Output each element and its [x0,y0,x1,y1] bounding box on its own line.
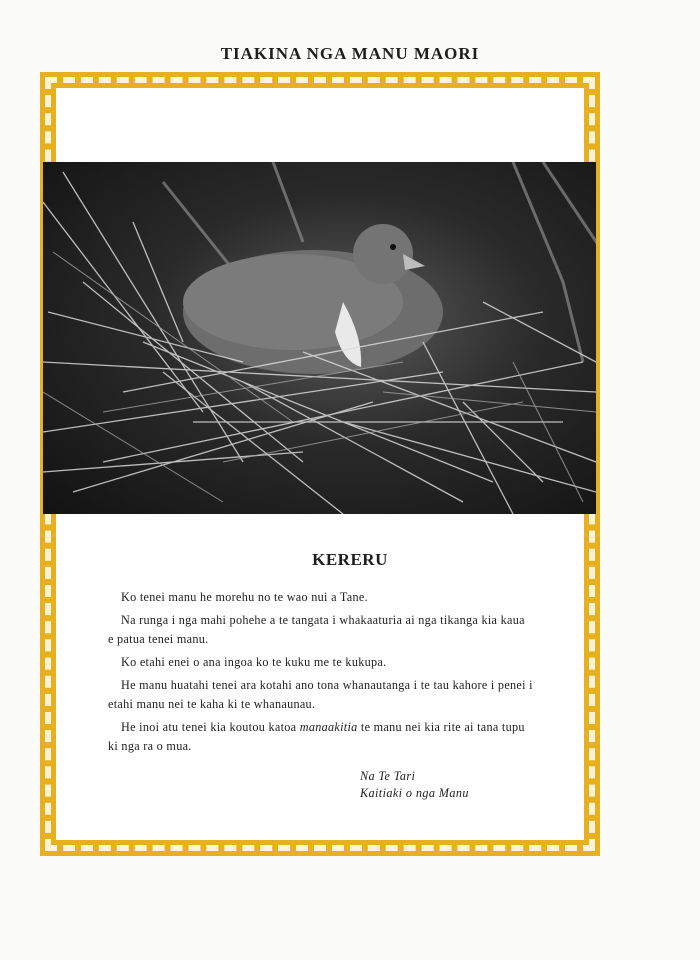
emphasized-word: manaakitia [299,720,358,734]
paragraph: Ko tenei manu he morehu no te wao nui a Tane. [121,590,368,604]
signature-line: Kaitiaki o nga Manu [360,786,469,800]
paragraph [108,718,533,756]
kereru-nest-photo [43,162,596,514]
paragraph-text: He inoi atu tenei kia koutou katoa [121,720,300,734]
body-text [108,588,533,760]
page-title: TIAKINA NGA MANU MAORI [220,44,480,63]
paragraph-text: te manu nei kia rite ai tana tupu ki nga ra o mua. [108,720,525,753]
paragraph: He manu huatahi tenei ara kotahi ano tona whanautanga i te tau kahore i penei i etahi manu nei te kaha ki te whanaunau. [108,678,533,711]
paragraph: Ko etahi enei o ana ingoa ko te kuku me te kukupa. [121,655,387,669]
bird-illustration [43,162,596,514]
signature-line: Na Te Tari [360,769,416,783]
signature [360,768,469,802]
section-heading: KERERU [312,550,388,569]
paragraph: Na runga i nga mahi pohehe a te tangata i whakaaturia ai nga tikanga kia kaua e patua tenei manu. [108,613,525,646]
